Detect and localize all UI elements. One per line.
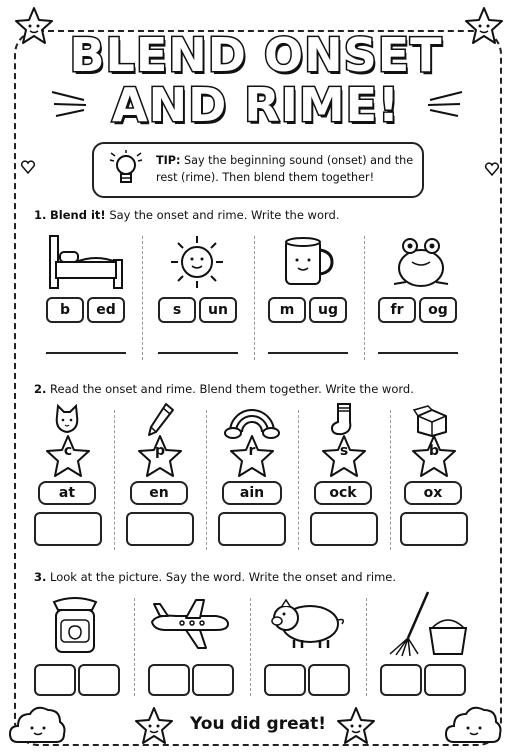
onset-write-box[interactable]	[34, 664, 76, 696]
tip-label: TIP:	[156, 154, 181, 167]
section-1-heading: Blend it!	[50, 208, 106, 222]
answer-write-line[interactable]	[46, 352, 126, 354]
heart-icon	[484, 162, 500, 176]
bed-icon	[46, 232, 126, 292]
smiling-star-icon	[336, 706, 376, 746]
column-divider	[366, 598, 367, 696]
emphasis-lines-left	[50, 88, 90, 118]
footer-message: You did great!	[190, 714, 326, 734]
section-3-title	[34, 570, 396, 584]
onset-letter: b	[428, 443, 440, 459]
frog-icon	[386, 232, 456, 292]
section-2-title	[34, 382, 414, 396]
column-divider	[298, 410, 299, 550]
smiling-cloud-icon	[444, 702, 504, 746]
onset-write-box[interactable]	[264, 664, 306, 696]
section-3-number: 3.	[34, 570, 47, 584]
answer-write-box[interactable]	[400, 512, 468, 546]
rime-write-box[interactable]	[78, 664, 120, 696]
airplane-icon	[146, 596, 232, 652]
section-1-number: 1.	[34, 208, 47, 222]
section-2-number: 2.	[34, 382, 47, 396]
column-divider	[142, 236, 143, 360]
jam-jar-icon	[48, 592, 102, 656]
tip-body: Say the beginning sound (onset) and the rest (rime). Then blend them together!	[156, 154, 414, 184]
smiling-star-icon	[134, 706, 174, 746]
column-divider	[254, 236, 255, 360]
onset-write-box[interactable]	[148, 664, 190, 696]
section-3-instructions: Look at the picture. Say the word. Write the onset and rime.	[50, 570, 397, 584]
section-1-title	[34, 208, 339, 222]
mug-icon	[278, 232, 338, 292]
onset-box: s	[158, 297, 196, 323]
worksheet-title-line1: BLEND ONSET	[69, 28, 443, 82]
answer-write-box[interactable]	[34, 512, 102, 546]
onset-letter: c	[63, 443, 73, 459]
onset-letter: r	[248, 443, 256, 459]
rime-write-box[interactable]	[424, 664, 466, 696]
column-divider	[134, 598, 135, 696]
onset-write-box[interactable]	[380, 664, 422, 696]
onset-letter: p	[154, 443, 166, 459]
cat-icon	[52, 404, 82, 438]
rime-pill: at	[38, 481, 96, 505]
rime-box: ed	[87, 297, 125, 323]
pig-icon	[268, 596, 348, 652]
smiling-cloud-icon	[8, 702, 68, 746]
emphasis-lines-right	[424, 88, 464, 118]
rime-pill: ock	[314, 481, 372, 505]
onset-box: b	[46, 297, 84, 323]
sock-icon	[328, 402, 358, 438]
tip-text	[156, 152, 420, 186]
column-divider	[364, 236, 365, 360]
column-divider	[114, 410, 115, 550]
pencil-icon	[146, 402, 176, 438]
rainbow-icon	[224, 402, 280, 438]
tip-box	[92, 142, 424, 198]
answer-write-box[interactable]	[126, 512, 194, 546]
heart-icon	[20, 160, 36, 174]
rime-pill: en	[130, 481, 188, 505]
column-divider	[250, 598, 251, 696]
box-icon	[414, 404, 450, 438]
onset-letter: s	[339, 443, 349, 459]
rime-box: og	[419, 297, 457, 323]
rime-pill: ox	[404, 481, 462, 505]
rime-write-box[interactable]	[192, 664, 234, 696]
onset-box: m	[268, 297, 306, 323]
sun-icon	[162, 232, 232, 292]
column-divider	[206, 410, 207, 550]
answer-write-box[interactable]	[310, 512, 378, 546]
section-1-instructions: Say the onset and rime. Write the word.	[109, 208, 340, 222]
mop-and-bucket-icon	[384, 588, 470, 658]
answer-write-box[interactable]	[218, 512, 286, 546]
onset-box: fr	[378, 297, 416, 323]
column-divider	[390, 410, 391, 550]
worksheet-title-line2: AND RIME!	[111, 78, 400, 132]
rime-box: ug	[309, 297, 347, 323]
rime-write-box[interactable]	[308, 664, 350, 696]
answer-write-line[interactable]	[158, 352, 238, 354]
section-2-instructions: Read the onset and rime. Blend them together. Write the word.	[50, 382, 414, 396]
lightbulb-icon	[108, 150, 144, 190]
answer-write-line[interactable]	[378, 352, 458, 354]
rime-box: un	[199, 297, 237, 323]
answer-write-line[interactable]	[268, 352, 348, 354]
rime-pill: ain	[222, 481, 282, 505]
